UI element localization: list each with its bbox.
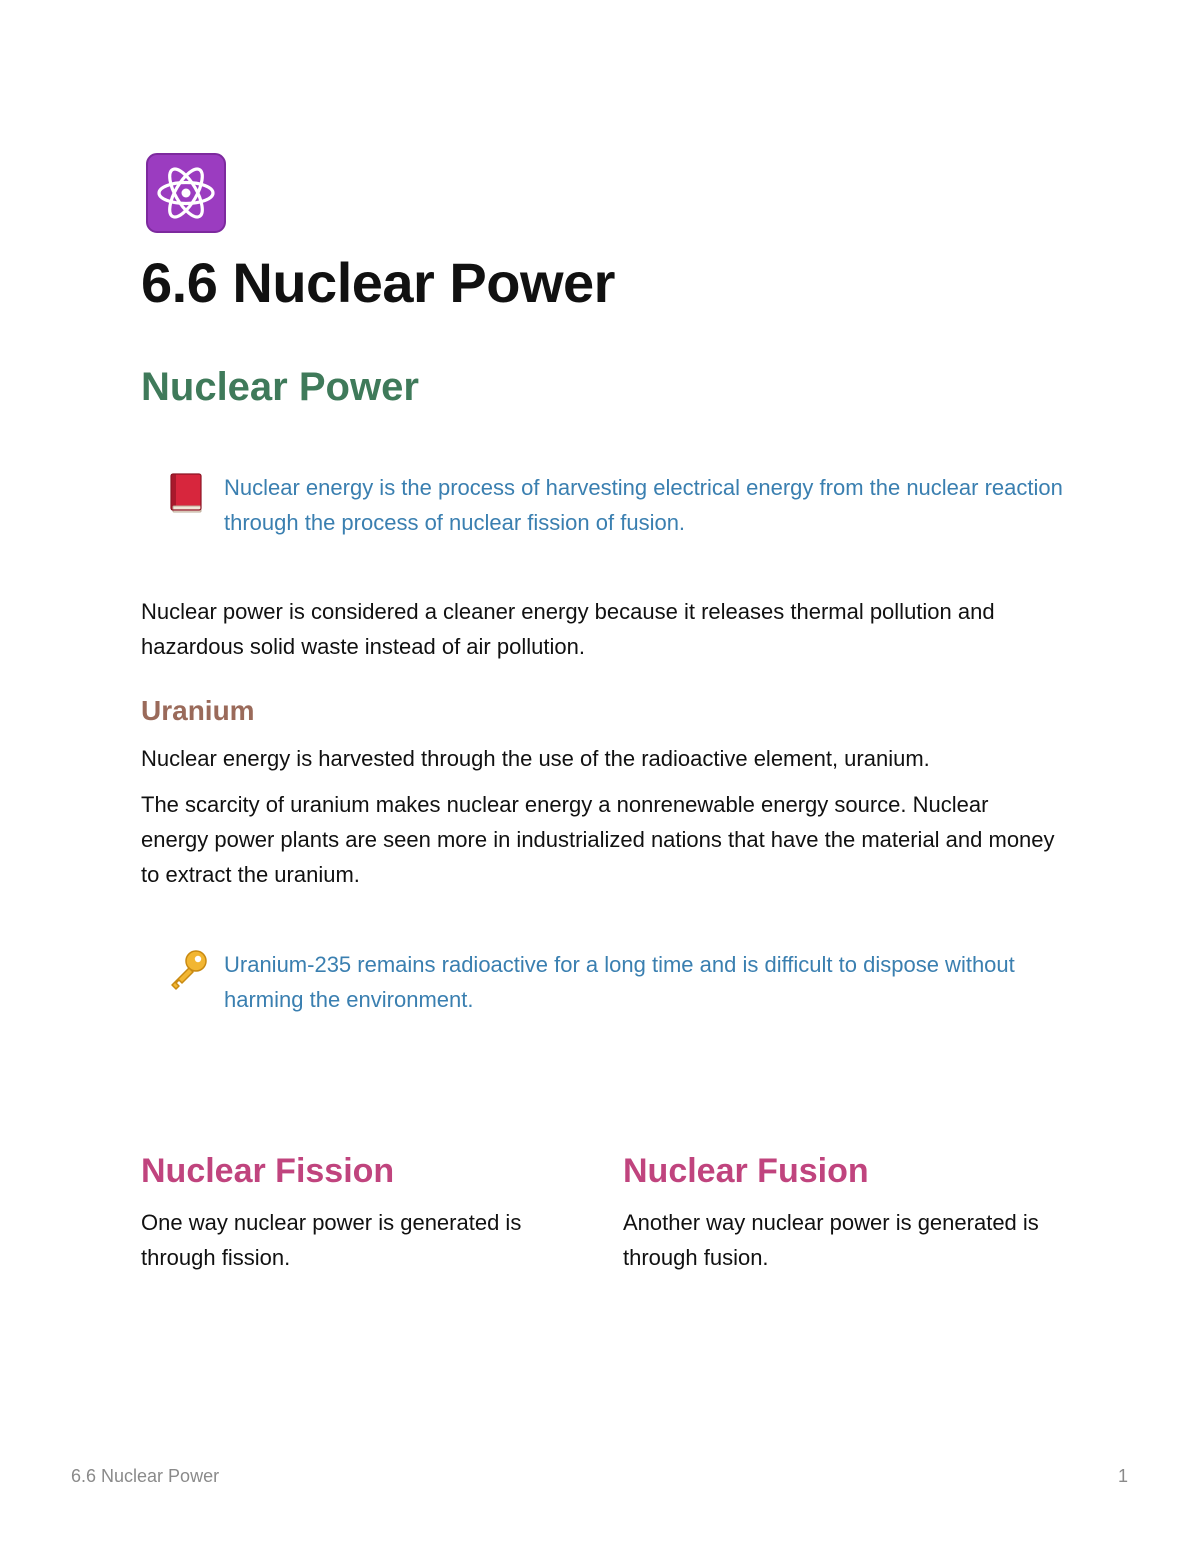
paragraph-uranium-scarcity: The scarcity of uranium makes nuclear energy a nonrenewable energy source. Nuclear energy power plants are seen more in industrialized nations that have the material and money to extract the uranium. (141, 792, 1055, 887)
paragraph-nuclear-fusion: Another way nuclear power is generated is through fusion. (623, 1210, 1039, 1270)
paragraph-uranium-harvest: Nuclear energy is harvested through the use of the radioactive element, uranium. (141, 746, 930, 771)
section-heading-uranium: Uranium (141, 695, 255, 726)
key-icon (167, 949, 205, 991)
footer-page-number: 1 (1118, 1466, 1129, 1486)
column-nuclear-fission (141, 1152, 571, 1275)
section-heading-nuclear-power: Nuclear Power (141, 365, 419, 409)
red-book-icon (167, 472, 205, 514)
paragraph-nuclear-fission: One way nuclear power is generated is through fission. (141, 1210, 522, 1270)
key-callout-text: Uranium-235 remains radioactive for a long time and is difficult to dispose without harming the environment. (224, 952, 1015, 1012)
definition-callout (141, 470, 1061, 542)
heading-nuclear-fusion: Nuclear Fusion (623, 1152, 869, 1190)
page-title: 6.6 Nuclear Power (141, 251, 615, 314)
column-nuclear-fusion (623, 1152, 1053, 1275)
definition-callout-text: Nuclear energy is the process of harvesting electrical energy from the nuclear reaction through the process of nuclear fission of fusion. (224, 475, 1063, 535)
paragraph-cleaner-energy: Nuclear power is considered a cleaner energy because it releases thermal pollution and hazardous solid waste instead of air pollution. (141, 599, 995, 659)
atom-symbol-icon (146, 153, 226, 233)
key-callout (141, 947, 1061, 1019)
footer-title: 6.6 Nuclear Power (71, 1466, 220, 1486)
heading-nuclear-fission: Nuclear Fission (141, 1152, 395, 1190)
